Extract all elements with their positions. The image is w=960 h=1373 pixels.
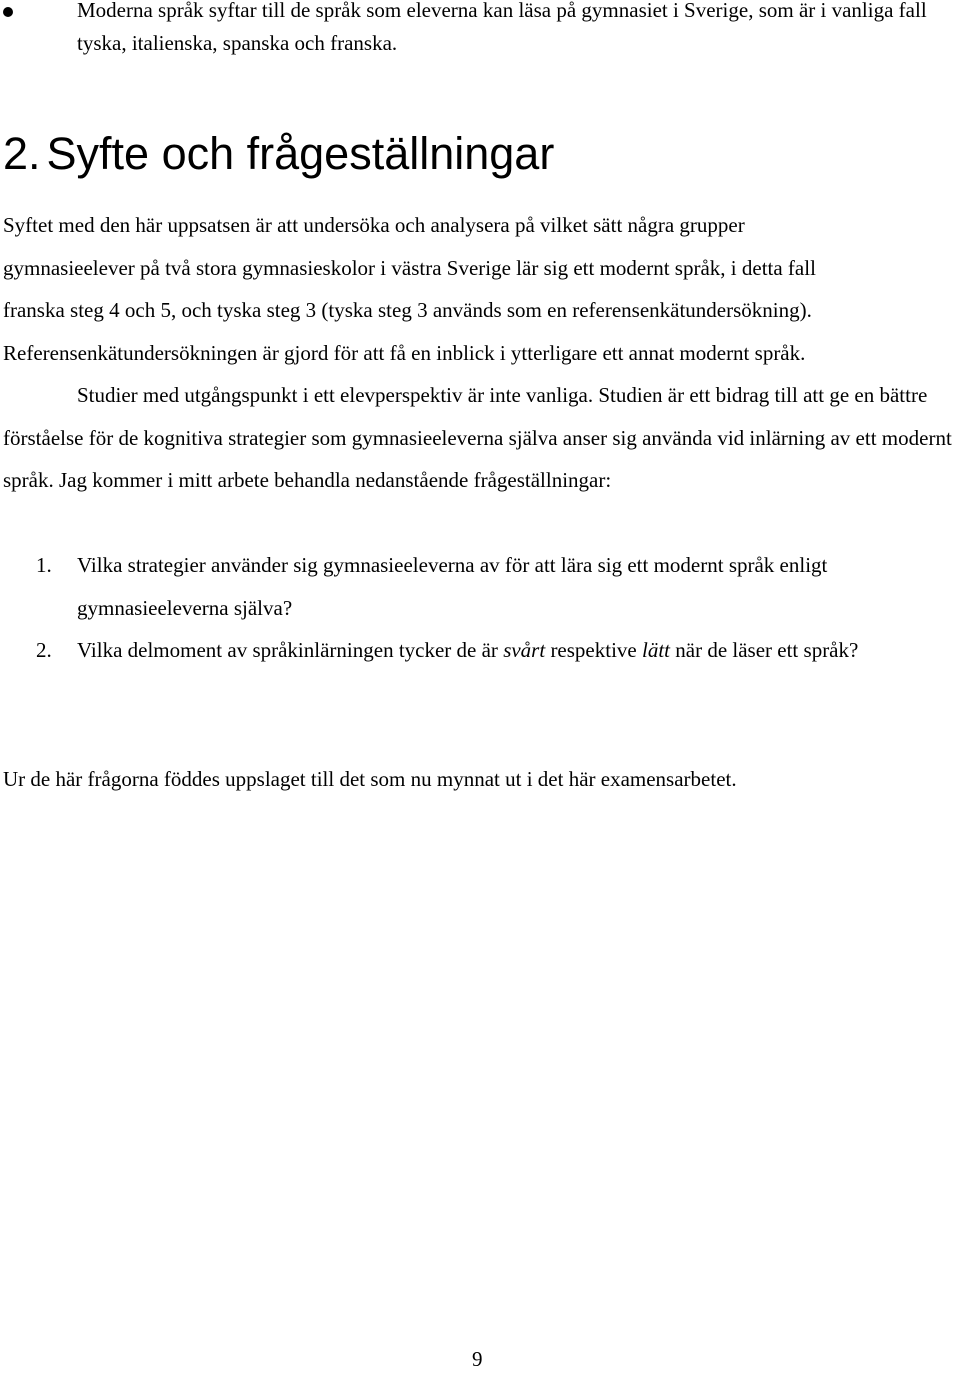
page-number: 9 — [472, 1347, 483, 1371]
section-heading — [3, 126, 554, 182]
section-number: 2. — [3, 128, 41, 179]
bullet-icon — [3, 7, 13, 17]
body-line: Referensenkätundersökningen är gjord för att få en inblick i ytterligare ett annat modernt språk. — [3, 341, 806, 365]
question-emphasis: lätt — [641, 638, 670, 662]
bullet-text: Moderna språk syftar till de språk som eleverna kan läsa på gymnasiet i Sverige, som är i vanliga fall tyska, italienska, spanska och franska. — [77, 0, 927, 55]
question-emphasis: svårt — [503, 638, 546, 662]
question-number: 2. — [36, 638, 52, 662]
section-title: Syfte och frågeställningar — [46, 128, 555, 179]
body-line: gymnasieelever på två stora gymnasieskolor i västra Sverige lär sig ett modernt språk, i detta fall — [3, 256, 816, 280]
closing-paragraph: Ur de här frågorna föddes uppslaget till det som nu mynnat ut i det här examensarbetet. — [3, 767, 737, 791]
question-text-part: när de läser ett språk? — [670, 638, 859, 662]
paragraph-text: Studier med utgångspunkt i ett elevperspektiv är inte vanliga. Studien är ett bidrag till att ge en bättre förståelse för de kognitiva strategier som gymnasieeleverna själva anser sig använda vid inlärning av ett modernt språk. Jag kommer i mitt arbete behandla nedanstående frågeställningar: — [3, 383, 952, 492]
body-line: Syftet med den här uppsatsen är att undersöka och analysera på vilket sätt några grupper — [3, 213, 745, 237]
question-text-part: Vilka delmoment av språkinlärningen tycker de är — [77, 638, 504, 662]
question-text: Vilka strategier använder sig gymnasieeleverna av för att lära sig ett modernt språk enligt gymnasieeleverna själva? — [77, 553, 828, 620]
question-number: 1. — [36, 553, 52, 577]
body-line: franska steg 4 och 5, och tyska steg 3 (tyska steg 3 används som en referensenkätundersökning). — [3, 298, 812, 322]
question-text-part: respektive — [545, 638, 642, 662]
question-text — [77, 629, 957, 672]
body-paragraph — [3, 374, 953, 502]
